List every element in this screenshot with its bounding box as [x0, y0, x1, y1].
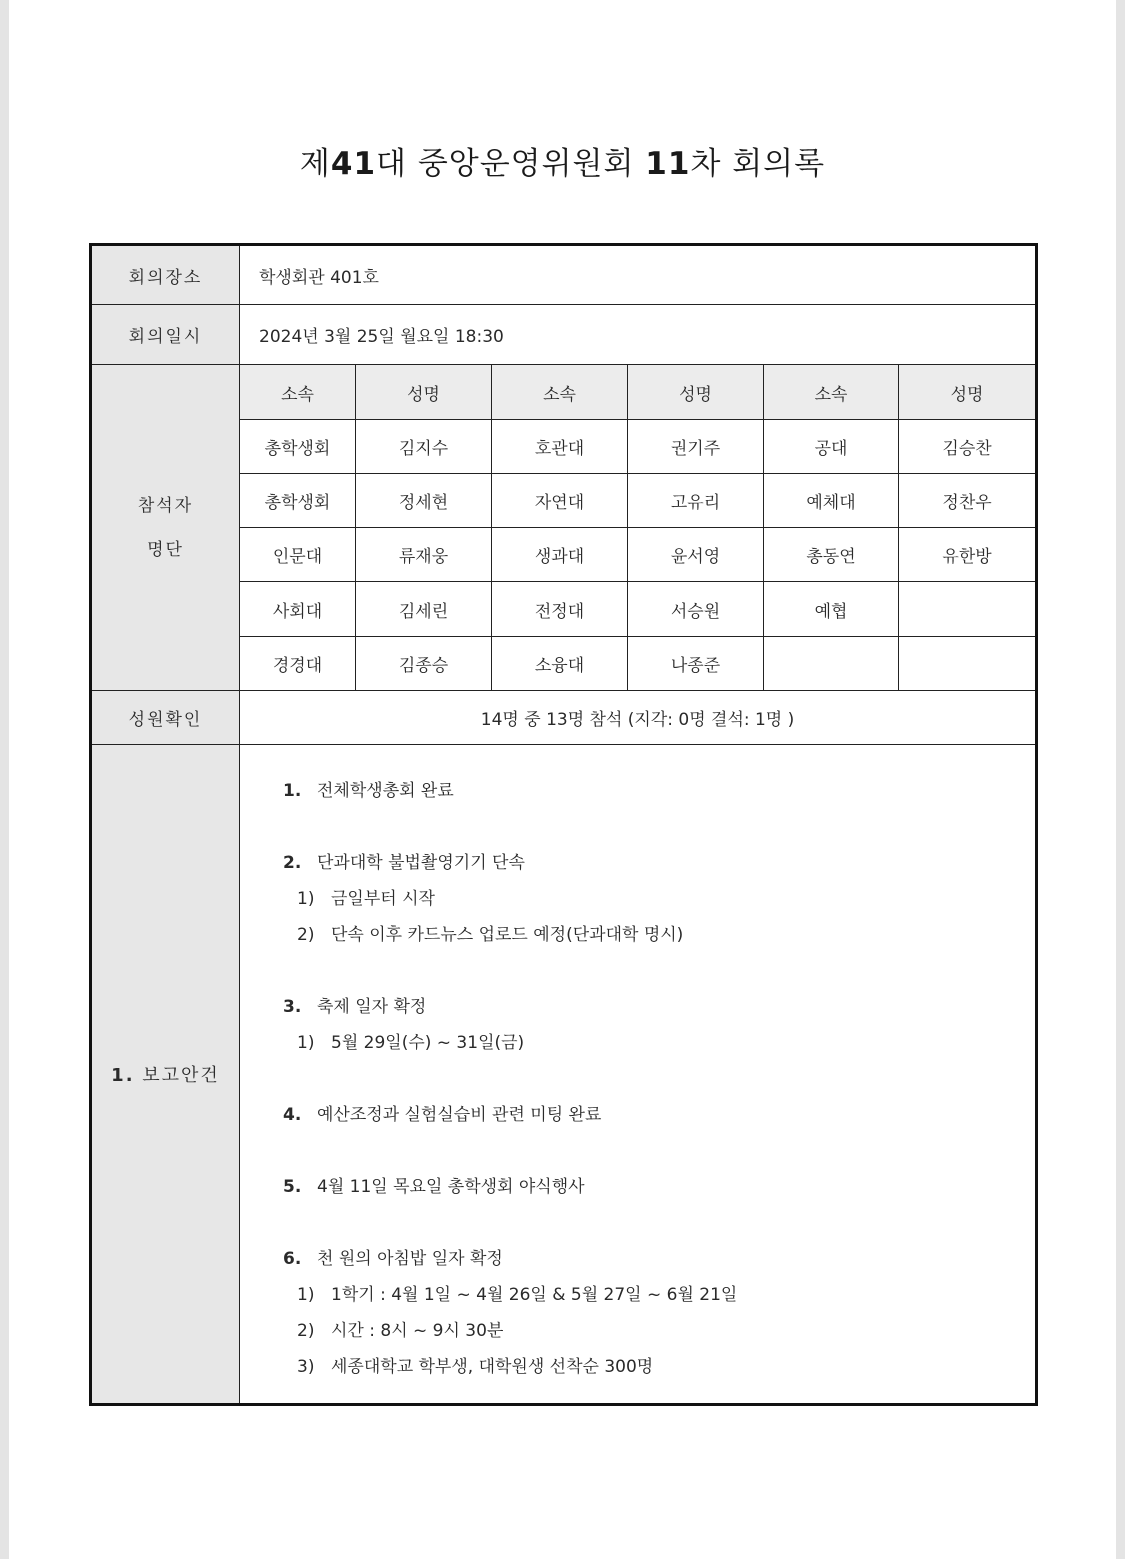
- attendee-cell: 공대: [764, 420, 899, 474]
- attendee-cell: 정세현: [356, 474, 492, 528]
- attendee-cell: 총학생회: [240, 474, 356, 528]
- agenda-item-text: 단과대학 불법촬영기기 단속: [317, 853, 525, 873]
- title-generation: 41: [330, 146, 377, 182]
- agenda-list: [240, 745, 1035, 1395]
- attendee-header-cell: 소속: [240, 365, 356, 420]
- attendee-cell: 총동연: [764, 528, 899, 582]
- agenda-item-text: 예산조정과 실험실습비 관련 미팅 완료: [317, 1105, 602, 1125]
- attendee-cell: 예체대: [764, 474, 899, 528]
- agenda-subitem-number: 1): [297, 1285, 315, 1305]
- attendee-header-cell: 성명: [899, 365, 1037, 420]
- attendee-cell: 고유리: [628, 474, 764, 528]
- attendee-cell: 전정대: [492, 582, 628, 637]
- agenda-item-text: 천 원의 아침밥 일자 확정: [317, 1249, 503, 1269]
- attendee-cell: [899, 582, 1037, 637]
- agenda-subitem-text: 단속 이후 카드뉴스 업로드 예정(단과대학 명시): [331, 925, 684, 945]
- attendee-cell: 정찬우: [899, 474, 1037, 528]
- attendee-cell: [764, 637, 899, 691]
- agenda-subitem: [283, 1313, 1035, 1349]
- agenda-item-text: 전체학생총회 완료: [317, 781, 454, 801]
- agenda-item-number: 3.: [283, 997, 302, 1017]
- attendees-label: [91, 365, 240, 691]
- agenda-item: [283, 1241, 1035, 1277]
- attendee-header-row: [91, 365, 1037, 420]
- agenda-item: [283, 845, 1035, 881]
- attendee-cell: 서승원: [628, 582, 764, 637]
- attendee-cell: 권기주: [628, 420, 764, 474]
- agenda-item: [283, 1097, 1035, 1133]
- agenda-subitem-text: 시간 : 8시 ~ 9시 30분: [331, 1321, 504, 1341]
- agenda-item-number: 1.: [283, 781, 302, 801]
- quorum-label: 성원확인: [91, 691, 240, 745]
- place-label: 회의장소: [91, 245, 240, 305]
- attendee-cell: 유한방: [899, 528, 1037, 582]
- attendee-cell: [899, 637, 1037, 691]
- attendee-cell: 김세린: [356, 582, 492, 637]
- report-content: [240, 745, 1037, 1405]
- attendee-cell: 윤서영: [628, 528, 764, 582]
- title-suffix: 차 회의록: [690, 146, 826, 182]
- agenda-item-number: 4.: [283, 1105, 302, 1125]
- title-prefix: 제: [299, 146, 331, 182]
- attendee-cell: 김지수: [356, 420, 492, 474]
- attendee-cell: 경경대: [240, 637, 356, 691]
- attendee-cell: 류재웅: [356, 528, 492, 582]
- attendee-cell: 예협: [764, 582, 899, 637]
- report-label-number: 1.: [111, 1065, 135, 1086]
- agenda-item-number: 2.: [283, 853, 302, 873]
- agenda-item-text: 축제 일자 확정: [317, 997, 427, 1017]
- datetime-row: [91, 305, 1037, 365]
- report-row: [91, 745, 1037, 1405]
- attendee-cell: 사회대: [240, 582, 356, 637]
- place-row: [91, 245, 1037, 305]
- attendees-label-line2: 명단: [147, 539, 184, 560]
- page-title: [9, 138, 1116, 183]
- agenda-item: [283, 1169, 1035, 1205]
- title-middle: 대 중앙운영위원회: [376, 146, 646, 182]
- attendee-header-cell: 소속: [492, 365, 628, 420]
- quorum-value: 14명 중 13명 참석 (지각: 0명 결석: 1명 ): [240, 691, 1037, 745]
- attendee-header-cell: 소속: [764, 365, 899, 420]
- agenda-subitem-number: 1): [297, 1033, 315, 1053]
- attendee-cell: 나종준: [628, 637, 764, 691]
- agenda-subitem-number: 2): [297, 1321, 315, 1341]
- report-label-text: 보고안건: [134, 1065, 220, 1086]
- agenda-subitem-number: 3): [297, 1357, 315, 1377]
- document-page: [9, 0, 1116, 1559]
- agenda-subitem: [283, 1349, 1035, 1385]
- agenda-subitem: [283, 1277, 1035, 1313]
- agenda-subitem-text: 1학기 : 4월 1일 ~ 4월 26일 & 5월 27일 ~ 6월 21일: [331, 1285, 738, 1305]
- agenda-subitem: [283, 881, 1035, 917]
- agenda-subitem-text: 5월 29일(수) ~ 31일(금): [331, 1033, 525, 1053]
- agenda-subitem-text: 세종대학교 학부생, 대학원생 선착순 300명: [331, 1357, 654, 1377]
- agenda-item-number: 5.: [283, 1177, 302, 1197]
- agenda-item: [283, 989, 1035, 1025]
- attendee-cell: 생과대: [492, 528, 628, 582]
- agenda-subitem: [283, 917, 1035, 953]
- attendee-cell: 총학생회: [240, 420, 356, 474]
- datetime-label: 회의일시: [91, 305, 240, 365]
- agenda-item-text: 4월 11일 목요일 총학생회 야식행사: [317, 1177, 585, 1197]
- agenda-item: [283, 773, 1035, 809]
- agenda-subitem-number: 1): [297, 889, 315, 909]
- report-label: [91, 745, 240, 1405]
- datetime-value: 2024년 3월 25일 월요일 18:30: [240, 305, 1037, 365]
- place-value: 학생회관 401호: [240, 245, 1037, 305]
- agenda-item-number: 6.: [283, 1249, 302, 1269]
- title-session: 11: [645, 146, 691, 182]
- attendee-cell: 김승찬: [899, 420, 1037, 474]
- attendee-cell: 소융대: [492, 637, 628, 691]
- agenda-subitem-number: 2): [297, 925, 315, 945]
- quorum-row: [91, 691, 1037, 745]
- attendee-header-cell: 성명: [628, 365, 764, 420]
- agenda-subitem-text: 금일부터 시작: [331, 889, 435, 909]
- minutes-table: [89, 243, 1038, 1406]
- attendee-cell: 호관대: [492, 420, 628, 474]
- attendee-cell: 김종승: [356, 637, 492, 691]
- attendee-cell: 자연대: [492, 474, 628, 528]
- attendees-label-line1: 참석자: [137, 495, 194, 516]
- agenda-subitem: [283, 1025, 1035, 1061]
- attendee-cell: 인문대: [240, 528, 356, 582]
- attendee-header-cell: 성명: [356, 365, 492, 420]
